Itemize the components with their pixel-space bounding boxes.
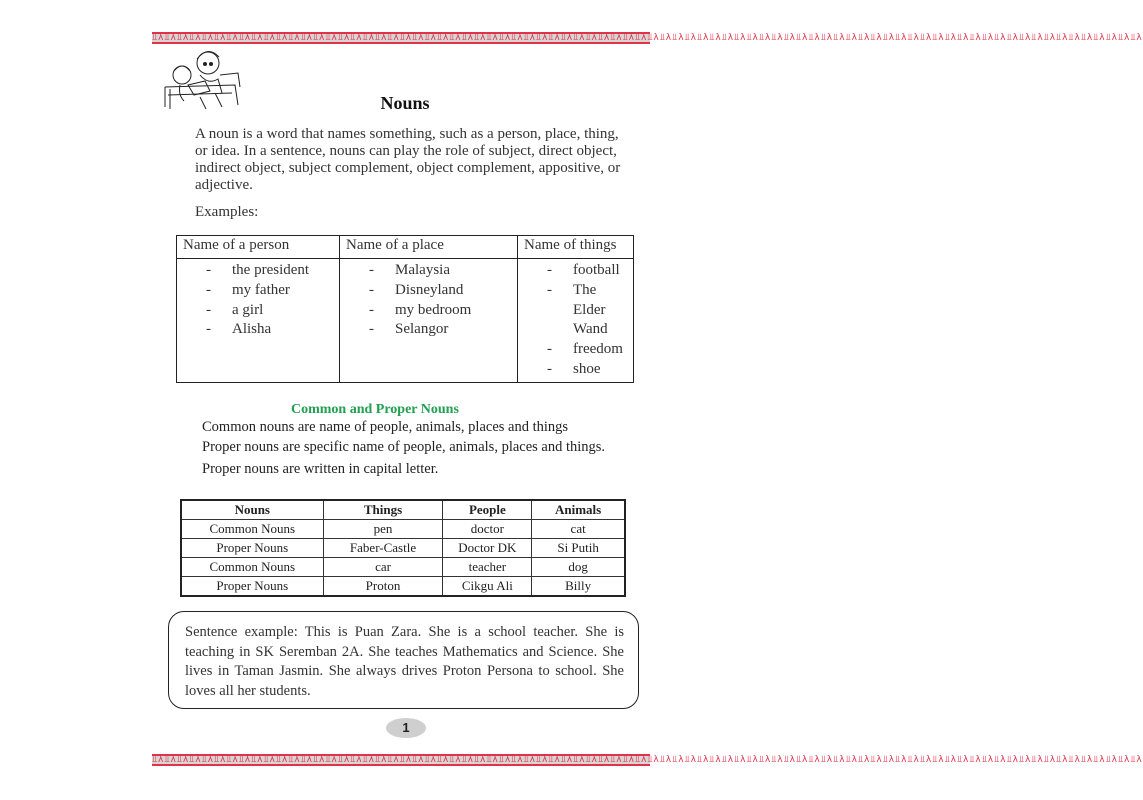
people-cell: Doctor DK: [443, 539, 532, 558]
example-item: [340, 261, 517, 281]
example-text: Selangor: [395, 321, 449, 338]
example-text: Malaysia: [395, 262, 450, 278]
examples-label: Examples:: [195, 204, 259, 220]
person-examples-cell: [177, 259, 340, 383]
capital-letter-rule: Proper nouns are written in capital letter.: [202, 461, 439, 477]
animals-cell: dog: [532, 558, 625, 577]
example-text: The Elder Wand: [573, 281, 608, 338]
dash-bullet-icon: -: [206, 281, 211, 298]
things-cell: Faber-Castle: [323, 539, 443, 558]
common-nouns-definition: Common nouns are name of people, animals, places and things: [202, 419, 569, 435]
table-row: [181, 558, 625, 577]
example-text: my bedroom: [395, 301, 472, 318]
header-name-of-place: Name of a place: [340, 236, 518, 259]
things-cell: pen: [323, 520, 443, 539]
bird-pattern-icon: ⫫λ⫫λ⫫λ⫫λ⫫λ⫫λ⫫λ⫫λ⫫λ⫫λ⫫λ⫫λ⫫λ⫫λ⫫λ⫫λ⫫λ⫫λ⫫λ⫫λ⫫λ⫫λ⫫λ⫫λ⫫λ⫫λ⫫λ⫫λ⫫λ⫫λ⫫λ⫫λ⫫λ⫫λ⫫λ⫫λ⫫λ⫫λ⫫λ⫫λ⫫λ⫫λ⫫λ⫫λ⫫λ⫫λ⫫λ⫫λ⫫λ⫫λ⫫λ⫫λ⫫λ⫫λ⫫λ⫫λ⫫λ⫫λ⫫λ⫫λ⫫λ⫫λ⫫λ⫫λ⫫λ⫫λ⫫λ⫫λ⫫λ⫫λ⫫λ⫫λ⫫λ⫫λ⫫λ⫫λ⫫λ⫫λ⫫λ⫫λ: [152, 33, 1143, 43]
animals-cell: Si Putih: [532, 539, 625, 558]
things-examples-cell: [518, 259, 634, 383]
decorative-border-top: [152, 32, 1143, 44]
dash-bullet-icon: -: [547, 360, 552, 377]
people-cell: doctor: [443, 520, 532, 539]
example-item: [177, 261, 339, 281]
section-title: Common and Proper Nouns: [291, 402, 459, 417]
dash-bullet-icon: -: [547, 281, 552, 298]
example-text: Disneyland: [395, 281, 464, 298]
things-cell: Proton: [323, 577, 443, 597]
header-animals: Animals: [532, 500, 625, 520]
dash-bullet-icon: -: [206, 301, 211, 318]
dash-bullet-icon: -: [369, 301, 374, 318]
people-cell: Cikgu Ali: [443, 577, 532, 597]
examples-table: [176, 235, 634, 383]
noun-type-cell: Proper Nouns: [181, 577, 323, 597]
intro-paragraph: A noun is a word that names something, such as a person, place, thing, or idea. In a sentence, nouns can play the role of subject, direct object, indirect object, subject complement, object complement, appositive, or adjective.: [195, 126, 621, 193]
example-text: freedom: [573, 341, 623, 358]
example-item: [340, 301, 517, 321]
place-examples-cell: [340, 259, 518, 383]
noun-type-cell: Common Nouns: [181, 520, 323, 539]
header-things: Things: [323, 500, 443, 520]
table-row: [181, 539, 625, 558]
dash-bullet-icon: -: [369, 281, 374, 298]
nouns-table: [180, 499, 626, 597]
example-text: Alisha: [232, 321, 272, 338]
header-name-of-things: Name of things: [518, 236, 634, 259]
example-item: [177, 281, 339, 301]
example-item: [518, 340, 623, 360]
example-item: [340, 281, 517, 301]
people-cell: teacher: [443, 558, 532, 577]
example-item: [518, 261, 618, 281]
example-text: the president: [232, 262, 310, 278]
example-text: football: [573, 262, 620, 278]
dash-bullet-icon: -: [206, 321, 211, 338]
header-name-of-person: Name of a person: [177, 236, 340, 259]
example-text: my father: [232, 281, 290, 298]
decorative-border-bottom: [152, 754, 1143, 766]
animals-cell: Billy: [532, 577, 625, 597]
dash-bullet-icon: -: [547, 341, 552, 358]
page-number: 1: [386, 718, 426, 738]
example-item: [177, 320, 339, 340]
page-title: Nouns: [380, 93, 430, 113]
header-nouns: Nouns: [181, 500, 323, 520]
proper-nouns-definition: Proper nouns are specific name of people, animals, places and things.: [202, 439, 606, 455]
dash-bullet-icon: -: [206, 262, 211, 278]
bird-pattern-icon: ⫫λ⫫λ⫫λ⫫λ⫫λ⫫λ⫫λ⫫λ⫫λ⫫λ⫫λ⫫λ⫫λ⫫λ⫫λ⫫λ⫫λ⫫λ⫫λ⫫λ⫫λ⫫λ⫫λ⫫λ⫫λ⫫λ⫫λ⫫λ⫫λ⫫λ⫫λ⫫λ⫫λ⫫λ⫫λ⫫λ⫫λ⫫λ⫫λ⫫λ⫫λ⫫λ⫫λ⫫λ⫫λ⫫λ⫫λ⫫λ⫫λ⫫λ⫫λ⫫λ⫫λ⫫λ⫫λ⫫λ⫫λ⫫λ⫫λ⫫λ⫫λ⫫λ⫫λ⫫λ⫫λ⫫λ⫫λ⫫λ⫫λ⫫λ⫫λ⫫λ⫫λ⫫λ⫫λ⫫λ⫫λ⫫λ⫫λ⫫λ: [152, 755, 1143, 765]
example-text: shoe: [573, 360, 601, 377]
example-text: a girl: [232, 301, 264, 318]
things-cell: car: [323, 558, 443, 577]
sentence-example-box: Sentence example: This is Puan Zara. She is a school teacher. She is teaching in SK Seremban 2A. She teaches Mathematics and Science. She lives in Taman Jasmin. She always drives Proton Persona to school. She loves all her students.: [168, 611, 639, 709]
animals-cell: cat: [532, 520, 625, 539]
table-row: [181, 577, 625, 597]
dash-bullet-icon: -: [369, 262, 374, 278]
dash-bullet-icon: -: [547, 262, 552, 278]
example-item: [340, 320, 517, 340]
dash-bullet-icon: -: [369, 321, 374, 338]
noun-type-cell: Common Nouns: [181, 558, 323, 577]
header-people: People: [443, 500, 532, 520]
example-item: [518, 360, 618, 380]
example-item: [177, 301, 339, 321]
table-row: [181, 520, 625, 539]
example-item: [518, 281, 618, 340]
noun-type-cell: Proper Nouns: [181, 539, 323, 558]
